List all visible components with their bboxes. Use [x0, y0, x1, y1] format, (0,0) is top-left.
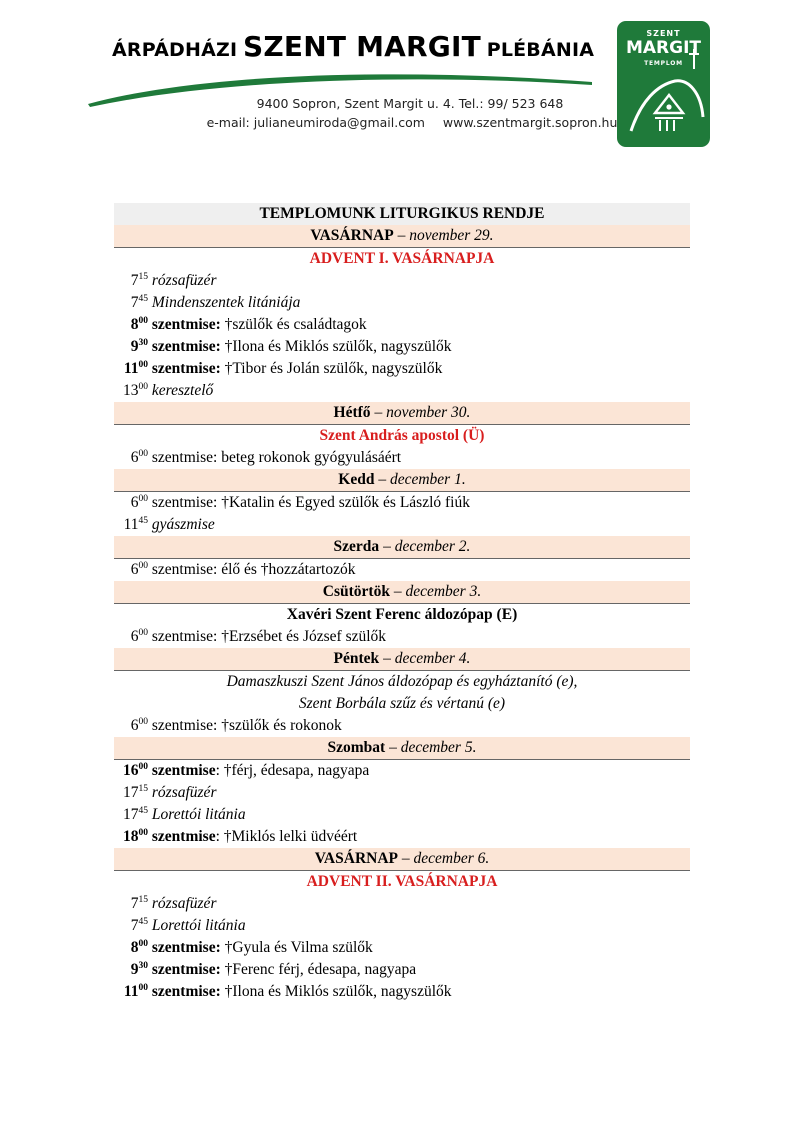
- day-header: [114, 648, 690, 671]
- service-kind: Lorettói litánia: [151, 806, 246, 823]
- time-minute: 45: [138, 516, 148, 526]
- day-name: Hétfő: [333, 404, 371, 421]
- feast-title: [114, 248, 690, 270]
- day-date: december 5.: [400, 739, 477, 756]
- feast-line: Damaszkuszi Szent János áldozópap és egyháztanító (e),: [226, 673, 578, 690]
- parish-logo: [617, 21, 710, 147]
- time-hour: 17: [123, 806, 139, 823]
- service-row: [114, 380, 690, 402]
- service-kind: szentmise:: [151, 338, 221, 355]
- service-time: [114, 715, 148, 737]
- liturgy-schedule: [114, 203, 690, 1003]
- service-intention: †szülők és családtagok: [220, 316, 367, 333]
- day-date: december 6.: [413, 850, 490, 867]
- service-time: [114, 893, 148, 915]
- service-intention: †Tibor és Jolán szülők, nagyszülők: [220, 360, 443, 377]
- service-row: [114, 915, 690, 937]
- service-intention: †szülők és rokonok: [217, 717, 342, 734]
- day-header: [114, 581, 690, 604]
- time-hour: 11: [123, 360, 139, 377]
- service-row: [114, 937, 690, 959]
- feast-name: Szent András apostol: [319, 427, 460, 444]
- day-separator: –: [374, 471, 390, 488]
- time-hour: 11: [123, 516, 139, 533]
- time-minute: 00: [138, 762, 148, 772]
- time-hour: 7: [130, 917, 139, 934]
- time-minute: 15: [138, 895, 148, 905]
- service-kind: keresztelő: [151, 382, 214, 399]
- service-row: [114, 492, 690, 514]
- day-separator: –: [398, 850, 414, 867]
- service-time: [114, 804, 148, 826]
- time-minute: 00: [138, 360, 148, 370]
- service-row: [114, 358, 690, 380]
- day-header: [114, 469, 690, 492]
- feast-line: Szent Borbála szűz és vértanú (e): [298, 695, 506, 712]
- time-hour: 6: [130, 628, 139, 645]
- service-kind: szentmise:: [151, 717, 218, 734]
- time-minute: 00: [138, 628, 148, 638]
- service-row: [114, 959, 690, 981]
- feast-rank-open: (: [492, 606, 502, 623]
- service-row: [114, 893, 690, 915]
- day-header: [114, 737, 690, 760]
- feast-rank: E: [501, 606, 513, 623]
- service-intention: †Katalin és Egyed szülők és László fiúk: [217, 494, 470, 511]
- service-intention: : †férj, édesapa, nagyapa: [215, 762, 370, 779]
- time-hour: 6: [130, 717, 139, 734]
- day-date: november 30.: [386, 404, 471, 421]
- service-row: [114, 804, 690, 826]
- feast-name: ADVENT I. VASÁRNAPJA: [309, 250, 495, 267]
- service-row: [114, 447, 690, 469]
- service-row: [114, 826, 690, 848]
- day-separator: –: [385, 739, 401, 756]
- time-minute: 00: [138, 828, 148, 838]
- day-name: Szombat: [327, 739, 386, 756]
- service-kind: szentmise:: [151, 494, 218, 511]
- service-kind: szentmise:: [151, 360, 221, 377]
- day-date: december 1.: [389, 471, 466, 488]
- time-minute: 00: [138, 717, 148, 727]
- service-row: [114, 715, 690, 737]
- time-hour: 6: [130, 449, 139, 466]
- service-row: [114, 760, 690, 782]
- day-separator: –: [379, 538, 395, 555]
- time-hour: 11: [123, 983, 139, 1000]
- time-minute: 00: [138, 494, 148, 504]
- service-time: [114, 358, 148, 380]
- time-minute: 45: [138, 806, 148, 816]
- time-hour: 16: [123, 762, 139, 779]
- day-header: [114, 848, 690, 871]
- service-kind: szentmise:: [151, 561, 218, 578]
- service-row: [114, 782, 690, 804]
- day-date: december 2.: [394, 538, 471, 555]
- time-hour: 6: [130, 494, 139, 511]
- service-time: [114, 270, 148, 292]
- service-kind: szentmise: [151, 828, 216, 845]
- time-hour: 9: [130, 338, 139, 355]
- service-time: [114, 782, 148, 804]
- time-minute: 30: [138, 961, 148, 971]
- parish-address: 9400 Sopron, Szent Margit u. 4. Tel.: 99/ 523 648: [256, 96, 564, 111]
- service-kind: szentmise:: [151, 628, 218, 645]
- feast-title: [114, 425, 690, 447]
- feast-title: [114, 871, 690, 893]
- day-name: Péntek: [333, 650, 380, 667]
- service-kind: Mindenszentek litániája: [151, 294, 301, 311]
- day-header: [114, 225, 690, 248]
- time-minute: 45: [138, 917, 148, 927]
- service-intention: †Ilona és Miklós szülők, nagyszülők: [220, 338, 452, 355]
- feast-title: [114, 604, 690, 626]
- day-header: [114, 536, 690, 559]
- service-row: [114, 626, 690, 648]
- time-minute: 00: [138, 449, 148, 459]
- time-hour: 8: [130, 316, 139, 333]
- title-part-c: PLÉBÁNIA: [486, 39, 595, 61]
- time-hour: 7: [130, 272, 139, 289]
- day-name: Szerda: [333, 538, 380, 555]
- service-row: [114, 981, 690, 1003]
- service-time: [114, 626, 148, 648]
- day-date: december 4.: [394, 650, 471, 667]
- service-kind: szentmise: [151, 762, 216, 779]
- service-kind: szentmise:: [151, 961, 221, 978]
- day-separator: –: [379, 650, 395, 667]
- time-hour: 7: [130, 294, 139, 311]
- day-name: VASÁRNAP: [310, 227, 394, 244]
- day-date: december 3.: [405, 583, 482, 600]
- service-time: [114, 292, 148, 314]
- title-part-b: SZENT MARGIT: [243, 30, 481, 63]
- service-time: [114, 915, 148, 937]
- service-kind: szentmise:: [151, 316, 221, 333]
- service-time: [114, 826, 148, 848]
- service-time: [114, 760, 148, 782]
- feast-rank-open: (: [459, 427, 469, 444]
- day-name: Csütörtök: [322, 583, 390, 600]
- service-intention: beteg rokonok gyógyulásáért: [217, 449, 402, 466]
- service-row: [114, 559, 690, 581]
- feast-rank-close: ): [512, 606, 518, 623]
- day-name: Kedd: [338, 471, 375, 488]
- schedule-title: TEMPLOMUNK LITURGIKUS RENDJE: [114, 203, 690, 225]
- service-time: [114, 559, 148, 581]
- day-separator: –: [393, 227, 410, 244]
- service-kind: rózsafüzér: [151, 784, 217, 801]
- service-intention: †Ilona és Miklós szülők, nagyszülők: [220, 983, 452, 1000]
- time-minute: 15: [138, 272, 148, 282]
- time-hour: 13: [123, 382, 139, 399]
- service-kind: rózsafüzér: [151, 895, 217, 912]
- time-minute: 00: [138, 983, 148, 993]
- service-intention: élő és †hozzátartozók: [217, 561, 356, 578]
- logo-text-2: MARGIT: [625, 38, 702, 58]
- service-time: [114, 959, 148, 981]
- service-row: [114, 514, 690, 536]
- logo-text-3: TEMPLOM: [644, 60, 683, 67]
- service-time: [114, 981, 148, 1003]
- parish-email[interactable]: e-mail: julianeumiroda@gmail.com: [206, 115, 425, 130]
- service-kind: gyászmise: [151, 516, 215, 533]
- service-intention: †Ferenc férj, édesapa, nagyapa: [220, 961, 417, 978]
- service-time: [114, 447, 148, 469]
- day-header: [114, 402, 690, 425]
- service-kind: rózsafüzér: [151, 272, 217, 289]
- time-hour: 8: [130, 939, 139, 956]
- service-row: [114, 292, 690, 314]
- time-hour: 17: [123, 784, 139, 801]
- service-time: [114, 380, 148, 402]
- feast-name: ADVENT II. VASÁRNAPJA: [306, 873, 498, 890]
- title-part-a: ÁRPÁDHÁZI: [112, 39, 238, 61]
- time-hour: 9: [130, 961, 139, 978]
- service-kind: szentmise:: [151, 939, 221, 956]
- service-time: [114, 314, 148, 336]
- service-kind: szentmise:: [151, 983, 221, 1000]
- time-minute: 00: [138, 316, 148, 326]
- time-minute: 00: [138, 561, 148, 571]
- service-row: [114, 270, 690, 292]
- parish-website[interactable]: www.szentmargit.sopron.hu: [442, 115, 618, 130]
- time-minute: 15: [138, 784, 148, 794]
- time-hour: 7: [130, 895, 139, 912]
- day-separator: –: [389, 583, 406, 600]
- service-kind: Lorettói litánia: [151, 917, 246, 934]
- time-minute: 45: [138, 294, 148, 304]
- day-name: VASÁRNAP: [314, 850, 398, 867]
- service-time: [114, 492, 148, 514]
- feast-name: Xavéri Szent Ferenc áldozópap: [286, 606, 493, 623]
- service-intention: : †Miklós lelki üdvéért: [215, 828, 358, 845]
- service-intention: †Erzsébet és József szülők: [217, 628, 387, 645]
- time-minute: 00: [138, 939, 148, 949]
- time-hour: 18: [123, 828, 139, 845]
- parish-title: [112, 30, 594, 63]
- day-separator: –: [370, 404, 387, 421]
- time-minute: 30: [138, 338, 148, 348]
- service-time: [114, 937, 148, 959]
- service-row: [114, 314, 690, 336]
- time-minute: 00: [138, 382, 148, 392]
- time-hour: 6: [130, 561, 139, 578]
- feast-rank-close: ): [479, 427, 485, 444]
- service-kind: szentmise:: [151, 449, 218, 466]
- service-row: [114, 336, 690, 358]
- day-date: november 29.: [409, 227, 494, 244]
- logo-text-1: SZENT: [646, 29, 681, 38]
- service-time: [114, 514, 148, 536]
- feast-rank: Ü: [468, 427, 480, 444]
- service-intention: †Gyula és Vilma szülők: [220, 939, 373, 956]
- service-time: [114, 336, 148, 358]
